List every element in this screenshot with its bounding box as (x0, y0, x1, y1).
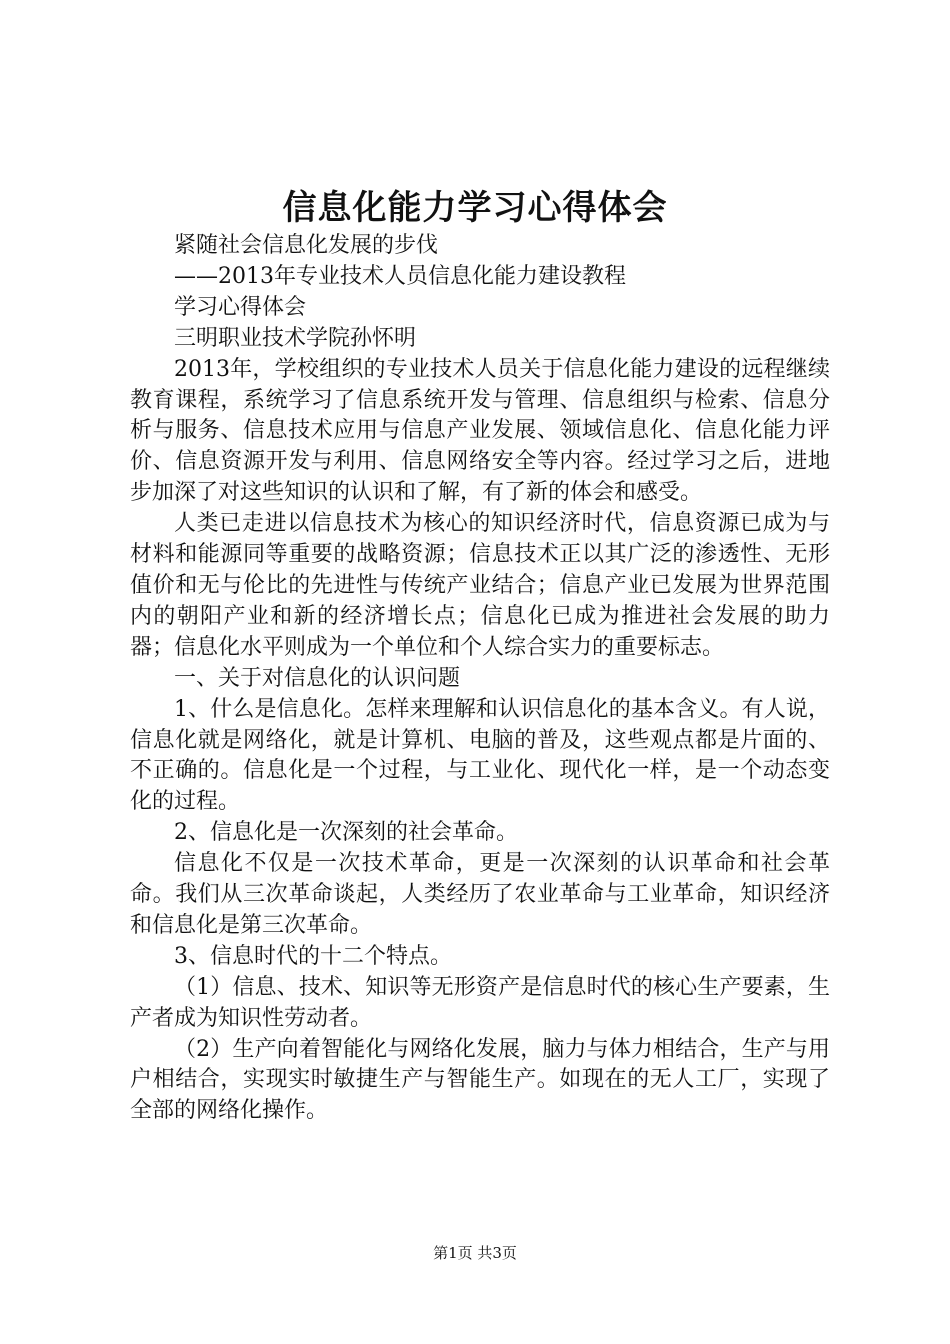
paragraph: 信息化不仅是一次技术革命，更是一次深刻的认识革命和社会革命。我们从三次革命谈起，人类经历了农业革命与工业革命，知识经济和信息化是第三次革命。 (130, 851, 830, 938)
paragraph: 三明职业技术学院孙怀明 (174, 325, 417, 351)
paragraph: 2013年，学校组织的专业技术人员关于信息化能力建设的远程继续教育课程，系统学习了信息系统开发与管理、信息组织与检索、信息分析与服务、信息技术应用与信息产业发展、领域信息化、信息化能力评价、信息资源开发与利用、信息网络安全等内容。经过学习之后，进地步加深了对这些知识的认识和了解，有了新的体会和感受。 (130, 356, 830, 506)
paragraph: 一、关于对信息化的认识问题 (174, 665, 461, 691)
paragraph: （2）生产向着智能化与网络化发展，脑力与体力相结合，生产与用户相结合，实现实时敏捷生产与智能生产。如现在的无人工厂，实现了全部的网络化操作。 (130, 1036, 830, 1124)
paragraph: 学习心得体会 (174, 294, 307, 320)
paragraph: 人类已走进以信息技术为核心的知识经济时代，信息资源已成为与材料和能源同等重要的战略资源；信息技术正以其广泛的渗透性、无形值价和无与伦比的先进性与传统产业结合；信息产业已发展为世界范围内的朝阳产业和新的经济增长点；信息化已成为推进社会发展的助力器；信息化水平则成为一个单位和个人综合实力的重要标志。 (130, 511, 830, 660)
paragraph: （1）信息、技术、知识等无形资产是信息时代的核心生产要素，生产者成为知识性劳动者。 (130, 974, 830, 1031)
paragraph: 3、信息时代的十二个特点。 (174, 943, 452, 969)
document-body (130, 231, 830, 1127)
paragraph: ——2013年专业技术人员信息化能力建设教程 (174, 263, 626, 289)
page-footer: 第1页 共3页 (433, 1244, 517, 1262)
document-title: 信息化能力学习心得体会 (282, 188, 668, 228)
paragraph: 1、什么是信息化。怎样来理解和认识信息化的基本含义。有人说，信息化就是网络化，就是计算机、电脑的普及，这些观点都是片面的、不正确的。信息化是一个过程，与工业化、现代化一样，是一个动态变化的过程。 (130, 696, 830, 815)
paragraph: 紧随社会信息化发展的步伐 (174, 233, 439, 258)
paragraph: 2、信息化是一次深刻的社会革命。 (174, 820, 518, 846)
